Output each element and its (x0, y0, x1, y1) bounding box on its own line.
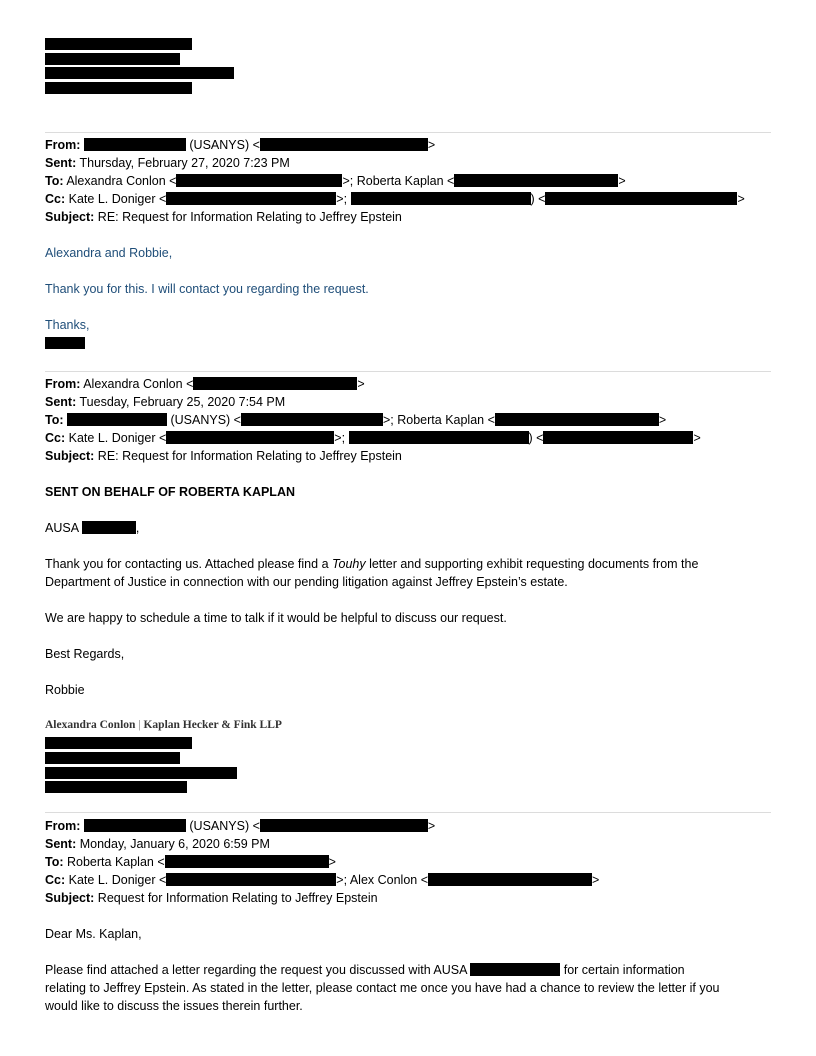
from-label: From: (45, 377, 81, 391)
email2-banner: SENT ON BEHALF OF ROBERTA KAPLAN (45, 485, 295, 499)
to-recipient: Roberta Kaplan < (67, 855, 165, 869)
cc-recipient: Kate L. Doniger < (68, 873, 167, 887)
cc-recipient: Kate L. Doniger < (68, 431, 167, 445)
from-org: (USANYS) < (189, 138, 260, 152)
email2-signoff: Robbie (45, 683, 85, 697)
to-org: (USANYS) < (170, 413, 241, 427)
email3-paragraph-line-3: would like to discuss the issues therein further. (45, 999, 303, 1013)
redaction-signature (45, 337, 85, 349)
to-label: To: (45, 855, 64, 869)
redaction-header-4 (45, 82, 192, 94)
email3-greeting: Dear Ms. Kaplan, (45, 927, 142, 941)
email1-body: Thank you for this. I will contact you regarding the request. (45, 282, 369, 296)
sent-label: Sent: (45, 837, 77, 851)
redaction (260, 819, 428, 832)
signature-name: Alexandra Conlon (45, 719, 136, 731)
email3-to-line: To: Roberta Kaplan < > (45, 855, 336, 869)
sent-date: Tuesday, February 25, 2020 7:54 PM (79, 395, 286, 409)
redaction (241, 413, 383, 426)
redaction (260, 138, 428, 151)
to-label: To: (45, 174, 64, 188)
email2-paragraph-1: Thank you for contacting us. Attached please find a Touhy letter and supporting exhibit requesting documents from the (45, 557, 699, 571)
to-recipient: Alexandra Conlon < (66, 174, 177, 188)
email2-subject-line (45, 449, 402, 464)
redaction (545, 192, 737, 205)
from-label: From: (45, 138, 81, 152)
redaction (495, 413, 659, 426)
redaction-signature-2 (45, 752, 180, 764)
email2-signature: Alexandra Conlon | Kaplan Hecker & Fink LLP (45, 719, 282, 731)
email1-greeting: Alexandra and Robbie, (45, 246, 173, 260)
cc-label: Cc: (45, 873, 66, 887)
email1-sent-line (45, 156, 290, 171)
redaction (454, 174, 618, 187)
email2-cc-line: Cc: Kate L. Doniger < >; ) < > (45, 431, 701, 445)
redaction (176, 174, 342, 187)
email2-paragraph-1-line-2: Department of Justice in connection with our pending litigation against Jeffrey Epstein’s estate. (45, 575, 568, 589)
email1-closing: Thanks, (45, 318, 90, 332)
sent-date: Monday, January 6, 2020 6:59 PM (79, 837, 270, 851)
redaction (428, 873, 592, 886)
redaction-header-3 (45, 67, 234, 79)
cc-label: Cc: (45, 192, 66, 206)
email1-subject-line (45, 210, 402, 225)
redaction (82, 521, 136, 534)
email2-to-line: To: (USANYS) < >; Roberta Kaplan < > (45, 413, 667, 427)
from-label: From: (45, 819, 81, 833)
redaction (165, 855, 329, 868)
email3-cc-line: Cc: Kate L. Doniger < >; Alex Conlon < > (45, 873, 600, 887)
redaction-signature-3 (45, 767, 237, 779)
from-org: (USANYS) < (189, 819, 260, 833)
cc-recipient: Kate L. Doniger < (68, 192, 167, 206)
email1-to-line: To: Alexandra Conlon < >; Roberta Kaplan < > (45, 174, 626, 188)
email2-sent-line (45, 395, 285, 410)
email3-paragraph: Please find attached a letter regarding the request you discussed with AUSA for certain information (45, 963, 685, 977)
redaction (470, 963, 560, 976)
redaction (84, 819, 186, 832)
subject-label: Subject: (45, 210, 95, 224)
signature-firm: Kaplan Hecker & Fink LLP (143, 719, 282, 731)
redaction (67, 413, 167, 426)
redaction-header-2 (45, 53, 180, 65)
subject-label: Subject: (45, 891, 95, 905)
subject-text: Request for Information Relating to Jeffrey Epstein (97, 891, 378, 905)
email3-from-line: From: (USANYS) < > (45, 819, 436, 833)
email-divider (45, 132, 771, 133)
subject-label: Subject: (45, 449, 95, 463)
redaction (166, 431, 334, 444)
redaction (166, 192, 336, 205)
redaction (193, 377, 357, 390)
cc-label: Cc: (45, 431, 66, 445)
email3-paragraph-line-2: relating to Jeffrey Epstein. As stated in the letter, please contact me once you have had a chance to review the letter if you (45, 981, 720, 995)
sent-date: Thursday, February 27, 2020 7:23 PM (79, 156, 290, 170)
subject-text: RE: Request for Information Relating to Jeffrey Epstein (97, 210, 402, 224)
redaction (166, 873, 336, 886)
email1-from-line: From: (USANYS) < > (45, 138, 436, 152)
email2-from-line: From: Alexandra Conlon < > (45, 377, 365, 391)
redaction (351, 192, 531, 205)
email1-cc-line: Cc: Kate L. Doniger < >; ) < > (45, 192, 745, 206)
redaction (349, 431, 529, 444)
sent-label: Sent: (45, 395, 77, 409)
from-sender: Alexandra Conlon < (83, 377, 194, 391)
to-label: To: (45, 413, 64, 427)
email-divider (45, 371, 771, 372)
email2-closing: Best Regards, (45, 647, 125, 661)
redaction (543, 431, 693, 444)
email-divider (45, 812, 771, 813)
redaction-signature-1 (45, 737, 192, 749)
redaction-signature-4 (45, 781, 187, 793)
subject-text: RE: Request for Information Relating to Jeffrey Epstein (97, 449, 402, 463)
redaction (84, 138, 186, 151)
email2-salutation: AUSA , (45, 521, 140, 535)
sent-label: Sent: (45, 156, 77, 170)
email3-subject-line (45, 891, 378, 906)
redaction-header-1 (45, 38, 192, 50)
email2-paragraph-2: We are happy to schedule a time to talk if it would be helpful to discuss our request. (45, 611, 507, 625)
email3-sent-line (45, 837, 270, 852)
